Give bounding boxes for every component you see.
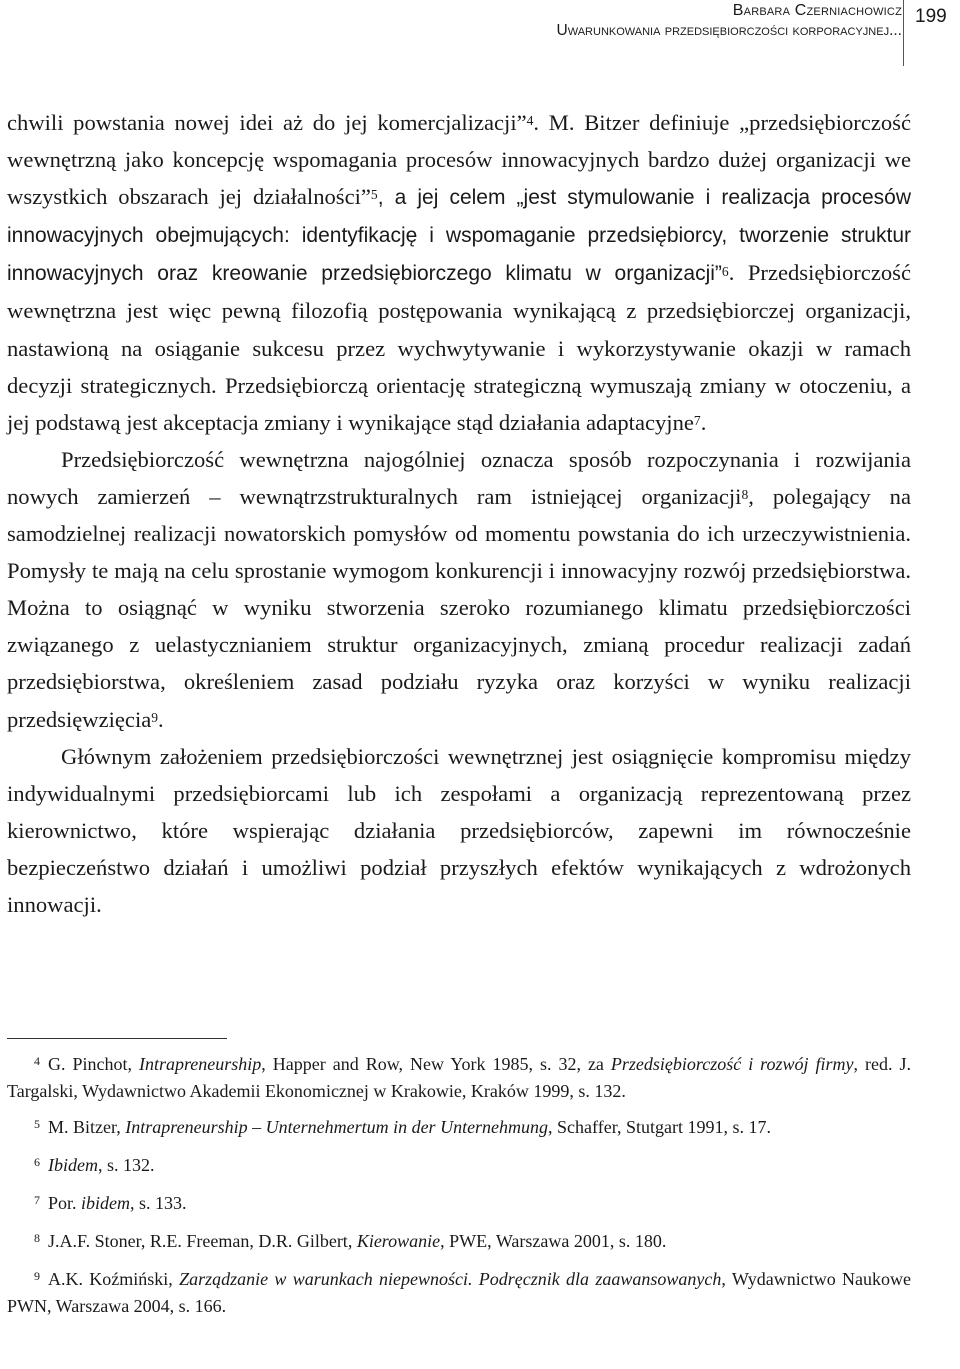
p1-text-5: . [700, 409, 707, 435]
footnote-text: , s. 132. [97, 1155, 155, 1175]
footnote-title: Zarządzanie w warunkach niepewności. Podręcznik dla zaawansowanych [179, 1269, 722, 1289]
header-author: Barbara Czerniachowicz [732, 2, 902, 19]
footnote-ref-6: 6 [721, 263, 729, 279]
p1-text-1: chwili powstania nowej idei aż do jej komercjalizacji” [7, 110, 527, 135]
footnote-text: , Schaffer, Stutgart 1991, s. 17. [548, 1117, 771, 1137]
footnote-title: ibidem [81, 1193, 131, 1213]
running-header [0, 0, 960, 68]
footnote-number: 5 [34, 1117, 40, 1132]
footnote-title: Intrapreneurship – Unternehmertum in der Unternehmung [125, 1117, 549, 1137]
paragraph-3: Głównym założeniem przedsiębiorczości wewnętrznej jest osiągnięcie kompromisu między indywidualnymi przedsiębiorcami lub ich zespołami a organizacją reprezentowaną przez kierownictwo, które wspierając działania przedsiębiorców, zapewni im równocześnie bezpieczeństwo działań i umożliwi podział przyszłych efektów wynikających z wdrożonych innowacji. [7, 743, 911, 917]
footnote-title: Intrapreneurship [138, 1054, 262, 1074]
footnote-text: M. Bitzer, [48, 1117, 126, 1137]
p2-text-3: . [158, 706, 164, 732]
footnote-text: , s. 133. [130, 1193, 187, 1213]
footnote-divider [7, 1038, 227, 1039]
footnote-ref-5: 5 [370, 187, 378, 203]
header-divider [903, 0, 904, 66]
paragraph-2 [7, 441, 911, 738]
footnote-ref-9: 9 [151, 709, 159, 725]
footnote-text: , PWE, Warszawa 2001, s. 180. [440, 1231, 667, 1251]
footnote-number: 9 [34, 1269, 40, 1284]
footnote-title: Ibidem [48, 1155, 98, 1175]
footnote-ref-7: 7 [693, 413, 701, 429]
footnote [7, 1267, 911, 1319]
footnote-title: Kierowanie [356, 1231, 441, 1251]
footnote-number: 7 [34, 1193, 40, 1208]
footnote-text: J.A.F. Stoner, R.E. Freeman, D.R. Gilbert, [48, 1231, 357, 1251]
footnote-number: 8 [34, 1231, 40, 1246]
p2-text-1: Przedsiębiorczość wewnętrzna najogólniej oznacza sposób rozpoczynania i rozwijania nowych zamierzeń – wewnątrzstrukturalnych ram istniejącej organizacji [7, 446, 911, 509]
p1-text-3: , a jej celem „jest stymulowanie i realizacja procesów innowacyjnych obejmujących: identyfikację i wspomaganie przedsiębiorcy, tworzenie struktur innowacyjnych oraz kreowanie przedsiębiorczego klimatu w organizacji” [7, 186, 912, 286]
footnote [7, 1229, 911, 1256]
footnote-ref-4: 4 [526, 113, 534, 129]
footnote-text: , red. J. Targalski, Wydawnictwo Akademii Ekonomicznej w Krakowie, Kraków 1999, s. 132. [7, 1054, 911, 1101]
page-number: 199 [915, 6, 947, 27]
footnote-title: Przedsiębiorczość i rozwój firmy [610, 1054, 854, 1074]
footnote [7, 1153, 911, 1180]
footnote-ref-8: 8 [741, 487, 749, 503]
footnote [7, 1191, 911, 1218]
p1-text-2: . M. Bitzer definiuje „przedsiębiorczość wewnętrzną jako koncepcję wspomagania procesów innowacyjnych bardzo dużej organizacji we wszystkich obszarach jej działalności” [7, 110, 911, 210]
header-title: Uwarunkowania przedsiębiorczości korporacyjnej... [556, 22, 902, 39]
footnote-text: A.K. Koźmiński, [48, 1269, 180, 1289]
body-text [7, 104, 911, 923]
footnote-number: 6 [34, 1155, 40, 1170]
footnotes [7, 1052, 911, 1330]
footnote-text: Por. [48, 1193, 82, 1213]
footnote-text: G. Pinchot, [48, 1054, 139, 1074]
footnote [7, 1115, 911, 1142]
footnote-text: , Happer and Row, New York 1985, s. 32, za [261, 1054, 611, 1074]
paragraph-1 [7, 104, 911, 441]
footnote-number: 4 [34, 1054, 40, 1069]
p1-text-4: . Przedsiębiorczość wewnętrzna jest więc pewną filozofią postępowania wynikającą z przedsiębiorczej organizacji, nastawioną na osiąganie sukcesu przez wychwytywanie i wykorzystywanie okazji w ramach decyzji strategicznych. Przedsiębiorczą orientację strategiczną wymuszają zmiany w otoczeniu, a jej podstawą jest akceptacja zmiany i wynikające stąd działania adaptacyjne [7, 260, 911, 435]
footnote [7, 1052, 911, 1104]
footnote-text: , Wydawnictwo Naukowe PWN, Warszawa 2004, s. 166. [7, 1269, 911, 1316]
p2-text-2: , polegający na samodzielnej realizacji nowatorskich pomysłów od momentu powstania do ich urzeczywistnienia. Pomysły te mają na celu sprostanie wymogom konkurencji i innowacyjny rozwój przedsiębiorstwa. Można to osiągnąć w wyniku stworzenia szeroko rozumianego klimatu przedsiębiorczości związanego z uelastycznianiem struktur organizacyjnych, zmianą procedur realizacji zadań przedsiębiorstwa, określeniem zasad podziału ryzyka oraz korzyści w wyniku realizacji przedsięwzięcia [7, 483, 911, 732]
